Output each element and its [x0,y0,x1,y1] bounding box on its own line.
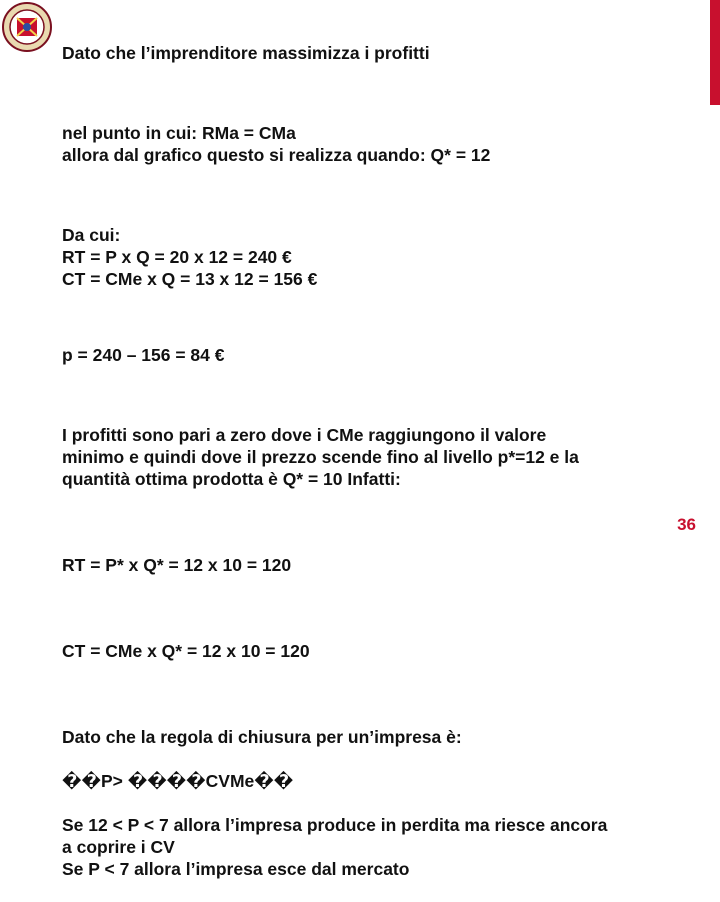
text-line-1: Dato che l’imprenditore massimizza i profitti [62,43,430,63]
slide-body [62,20,702,902]
text-ct-formula: CT = CMe x Q* = 12 x 10 = 120 [62,641,310,661]
text-block-zero-profit: I profitti sono pari a zero dove i CMe raggiungono il valore minimo e quindi dove il prezzo scende fino al livello p*=12 e la quantità ottima prodotta è Q* = 10 Infatti: [62,425,579,489]
text-profit: p = 240 – 156 = 84 € [62,345,225,365]
text-block-conditions: Se 12 < P < 7 allora l’impresa produce in perdita ma riesce ancora a coprire i CV Se P < 7 allora l’impresa esce dal mercato [62,815,608,879]
page-number: 36 [677,515,696,534]
text-block-equilibrium: nel punto in cui: RMa = CMa allora dal grafico questo si realizza quando: Q* = 12 [62,123,491,165]
text-garbled-formula: ��P> ����CVMe�� [62,771,294,791]
text-block-revenue-cost: Da cui: RT = P x Q = 20 x 12 = 240 € CT = CMe x Q = 13 x 12 = 156 € [62,225,318,289]
accent-bar [710,0,720,105]
text-shutdown-rule: Dato che la regola di chiusura per un’impresa è: [62,727,462,747]
text-rt-formula: RT = P* x Q* = 12 x 10 = 120 [62,555,292,575]
university-seal-icon [2,2,52,52]
